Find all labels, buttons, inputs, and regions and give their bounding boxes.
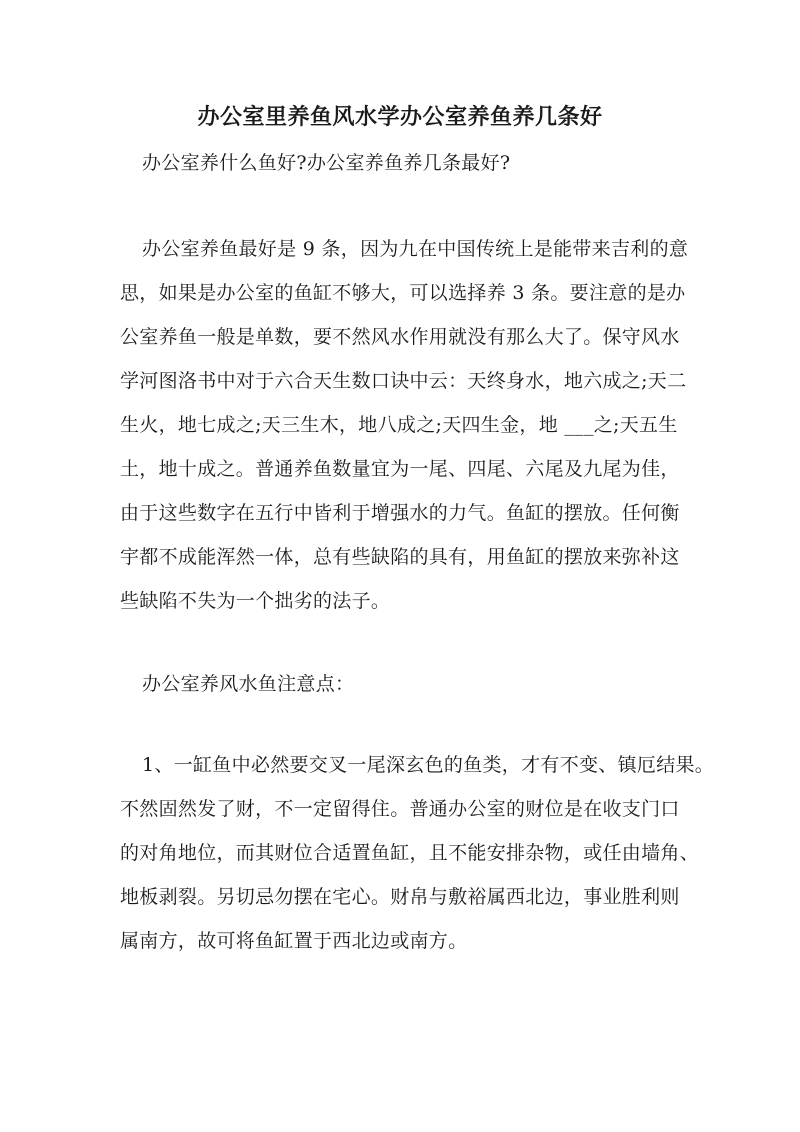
document-title: 办公室里养鱼风水学办公室养鱼养几条好: [197, 104, 603, 130]
paragraph-2-line: 1、一缸鱼中必然要交叉一尾深玄色的鱼类，才有不变、镇厄结果。: [142, 754, 715, 776]
paragraph-1-line: 思，如果是办公室的鱼缸不够大，可以选择养 3 条。要注意的是办: [120, 282, 686, 304]
paragraph-1-line: 公室养鱼一般是单数，要不然风水作用就没有那么大了。保守风水: [120, 326, 680, 348]
paragraph-2-line: 属南方，故可将鱼缸置于西北边或南方。: [120, 930, 468, 952]
paragraph-1-line: 办公室养鱼最好是 9 条，因为九在中国传统上是能带来吉利的意: [142, 238, 689, 260]
paragraph-1-line: 由于这些数字在五行中皆利于增强水的力气。鱼缸的摆放。任何衡: [120, 502, 680, 524]
paragraph-1-line: 学河图洛书中对于六合天生数口诀中云：天终身水，地六成之;天二: [120, 370, 687, 392]
paragraph-1-line: 宇都不成能浑然一体，总有些缺陷的具有，用鱼缸的摆放来弥补这: [120, 546, 680, 568]
paragraph-2-line: 的对角地位，而其财位合适置鱼缸，且不能安排杂物，或任由墙角、: [120, 842, 700, 864]
paragraph-1-line: 生火，地七成之;天三生木，地八成之;天四生金，地 ___之;天五生: [120, 414, 678, 436]
paragraph-2-line: 地板剥裂。另切忌勿摆在宅心。财帛与敷裕属西北边，事业胜利则: [120, 886, 680, 908]
paragraph-2-line: 不然固然发了财，不一定留得住。普通办公室的财位是在收支门口: [120, 798, 680, 820]
paragraph-1-line: 些缺陷不失为一个拙劣的法子。: [120, 590, 391, 612]
section-heading: 办公室养风水鱼注意点：: [142, 673, 355, 695]
paragraph-1-line: 土，地十成之。普通养鱼数量宜为一尾、四尾、六尾及九尾为佳，: [120, 458, 680, 480]
subtitle-line: 办公室养什么鱼好?办公室养鱼养几条最好?: [142, 152, 511, 174]
